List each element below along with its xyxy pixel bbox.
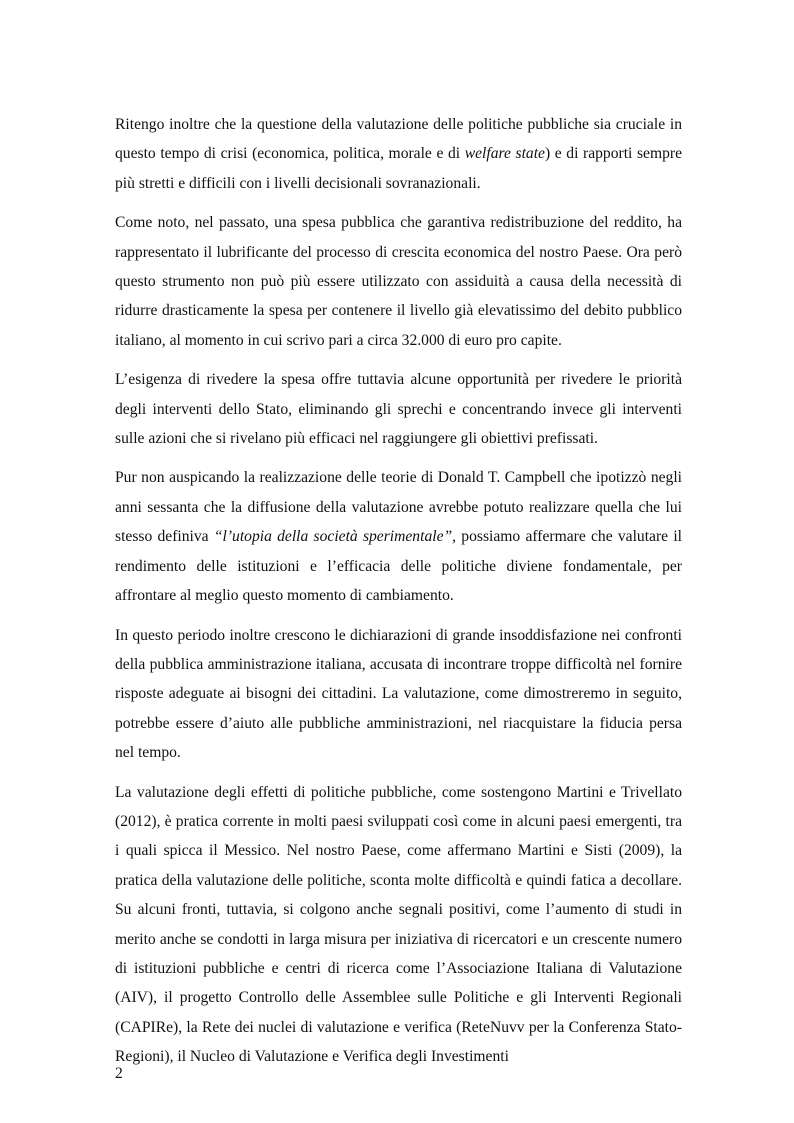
text-segment: Pur non auspicando la realizzazione delle teorie di Donald T. Campbell che ipotizzò negli anni sessanta che la diffusione della valutazione avrebbe potuto realizzare quella che lui stesso definiva bbox=[115, 469, 682, 546]
paragraph-6 bbox=[115, 778, 682, 1072]
document-page bbox=[115, 110, 682, 1082]
paragraph-4 bbox=[115, 463, 682, 610]
paragraph-5 bbox=[115, 621, 682, 768]
text-segment: Ritengo inoltre che la questione della valutazione delle politiche pubbliche sia cruciale in questo tempo di crisi (economica, politica, morale e di bbox=[115, 116, 682, 163]
paragraph-2 bbox=[115, 208, 682, 355]
text-segment-italic: welfare state bbox=[464, 145, 545, 163]
text-segment: L’esigenza di rivedere la spesa offre tuttavia alcune opportunità per rivedere le priorità degli interventi dello Stato, eliminando gli sprechi e concentrando invece gli interventi sulle azioni che si rivelano più efficaci nel raggiungere gli obiettivi prefissati. bbox=[115, 371, 682, 448]
text-segment: In questo periodo inoltre crescono le dichiarazioni di grande insoddisfazione nei confronti della pubblica amministrazione italiana, accusata di incontrare troppe difficoltà nel fornire risposte adeguate ai bisogni dei cittadini. La valutazione, come dimostreremo in seguito, potrebbe essere d’aiuto alle pubbliche amministrazioni, nel riacquistare la fiducia persa nel tempo. bbox=[115, 626, 682, 762]
paragraph-1 bbox=[115, 110, 682, 198]
text-segment: Come noto, nel passato, una spesa pubblica che garantiva redistribuzione del reddito, ha rappresentato il lubrificante del processo di crescita economica del nostro Paese. Ora però questo strumento non può più essere utilizzato con assiduità a causa della necessità di ridurre drasticamente la spesa per contenere il livello già elevatissimo del debito pubblico italiano, al momento in cui scrivo pari a circa 32.000 di euro pro capite. bbox=[115, 214, 682, 349]
text-segment-italic: “l’utopia della società sperimentale” bbox=[213, 528, 453, 546]
text-segment: La valutazione degli effetti di politiche pubbliche, come sostengono Martini e Trivellato (2012), è pratica corrente in molti paesi sviluppati così come in alcuni paesi emergenti, tra i quali spicca il Messico. Nel nostro Paese, come affermano Martini e Sisti (2009), la pratica della valutazione delle politiche, sconta molte difficoltà e quindi fatica a decollare. Su alcuni fronti, tuttavia, si colgono anche segnali positivi, come l’aumento di studi in merito anche se condotti in larga misura per iniziativa di ricercatori e un crescente numero di istituzioni pubbliche e centri di ricerca come l’Associazione Italiana di Valutazione (AIV), il progetto Controllo delle Assemblee sulle Politiche e gli Interventi Regionali (CAPIRe), la Rete dei nuclei di valutazione e verifica (ReteNuvv per la Conferenza Stato-Regioni), il Nucleo di Valutazione e Verifica degli Investimenti bbox=[115, 783, 682, 1066]
paragraph-3 bbox=[115, 365, 682, 453]
page-number: 2 bbox=[115, 1065, 123, 1082]
text-segment: , possiamo affermare che valutare il rendimento delle istituzioni e l’efficacia delle politiche diviene fondamentale, per affrontare al meglio questo momento di cambiamento. bbox=[115, 528, 682, 605]
text-segment: ) e di rapporti sempre più stretti e difficili con i livelli decisionali sovranazionali. bbox=[115, 145, 683, 192]
